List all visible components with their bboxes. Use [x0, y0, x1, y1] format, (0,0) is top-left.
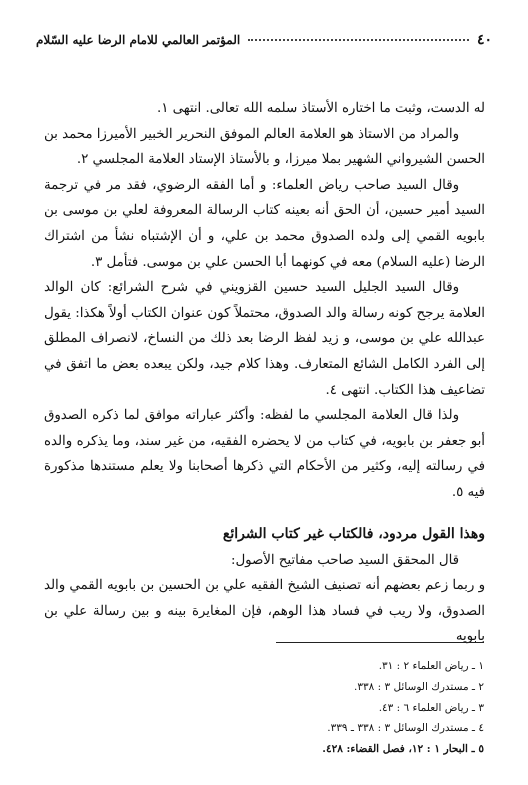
- footnote: ٥ ـ البحار ١ : ١٢، فصل القضاء: ٤٢٨.: [322, 743, 484, 756]
- footnotes: [200, 656, 484, 760]
- page-header: [36, 30, 492, 50]
- header-dot-leader: [248, 39, 469, 41]
- paragraph: والمراد من الاستاذ هو العلامة العالم الموفق النحرير الخبير الأميرزا محمد بن الحسن الشيرواني الشهير بملا ميرزا، و بالأستاذ الإستاد العلامة المجلسي ٢.: [44, 126, 485, 168]
- section-intro: قال المحقق السيد صاحب مفاتيح الأصول:: [230, 552, 459, 568]
- paragraph: ولذا قال العلامة المجلسي ما لفظه: وأكثر عباراته موافق لما ذكره الصدوق أبو جعفر بن بابويه، في كتاب من لا يحضره الفقيه، من غير سند، وما يذكره والده في رسالته إليه، وكثير من الأحكام التي ذكرها أصحابنا ولا يعلم مستندها مذكورة فيه ٥.: [44, 408, 485, 500]
- main-text: [44, 96, 485, 506]
- section: [44, 522, 485, 650]
- footnote: ٤ ـ مستدرك الوسائل ٣ : ٣٣٨ ـ ٣٣٩.: [327, 722, 484, 735]
- footnote: ٢ ـ مستدرك الوسائل ٣ : ٣٣٨.: [353, 680, 484, 693]
- footnote: ٣ ـ رياض العلماء ٦ : ٤٣.: [378, 701, 484, 714]
- section-paragraph: و ربما زعم بعضهم أنه تصنيف الشيخ الفقيه علي بن الحسين بن بابويه القمي والد الصدوق، ولا ريب في فساد هذا الوهم، فإن المغايرة بينه و بين رسالة علي بن بابويه: [44, 578, 485, 645]
- running-title: المؤتمر العالمي للامام الرضا عليه السّلام: [36, 33, 241, 47]
- paragraph: وقال السيد صاحب رياض العلماء: و أما الفقه الرضوي، فقد مر في ترجمة السيد أمير حسين، أن الحق أنه بعينه كتاب الرسالة المعروفة لعلي بن موسى بن بابويه القمي إلى ولده الصدوق محمد بن علي، و أن الإشتباه نشأ من اشتراك الرضا (عليه السلام) معه في كونهما أبا الحسن علي بن موسى. فتأمل ٣.: [44, 177, 485, 270]
- paragraph: له الدست، وثبت ما اختاره الأستاذ سلمه الله تعالى. انتهى ١.: [157, 101, 485, 116]
- section-title: وهذا القول مردود، فالكتاب غير كتاب الشرائع: [222, 526, 485, 542]
- page-number: ٤٠: [476, 32, 492, 48]
- footnote-divider: [276, 642, 484, 643]
- paragraph: وقال السيد الجليل السيد حسين القزويني في شرح الشرائع: كان الوالد العلامة يرجح كونه رسالة والد الصدوق، محتملاً كون عنوان الكتاب أولاً هكذا: يقول عبدالله علي بن موسى، و زيد لفظ الرضا بعد ذلك من النساخ، لانصراف المطلق إلى الفرد الكامل الشائع المتعارف. وهذا كلام جيد، ولكن يبعده بعض ما اتفق في تضاعيف هذا الكتاب. انتهى ٤.: [44, 280, 485, 398]
- footnote: ١ ـ رياض العلماء ٢ : ٣١.: [378, 660, 484, 672]
